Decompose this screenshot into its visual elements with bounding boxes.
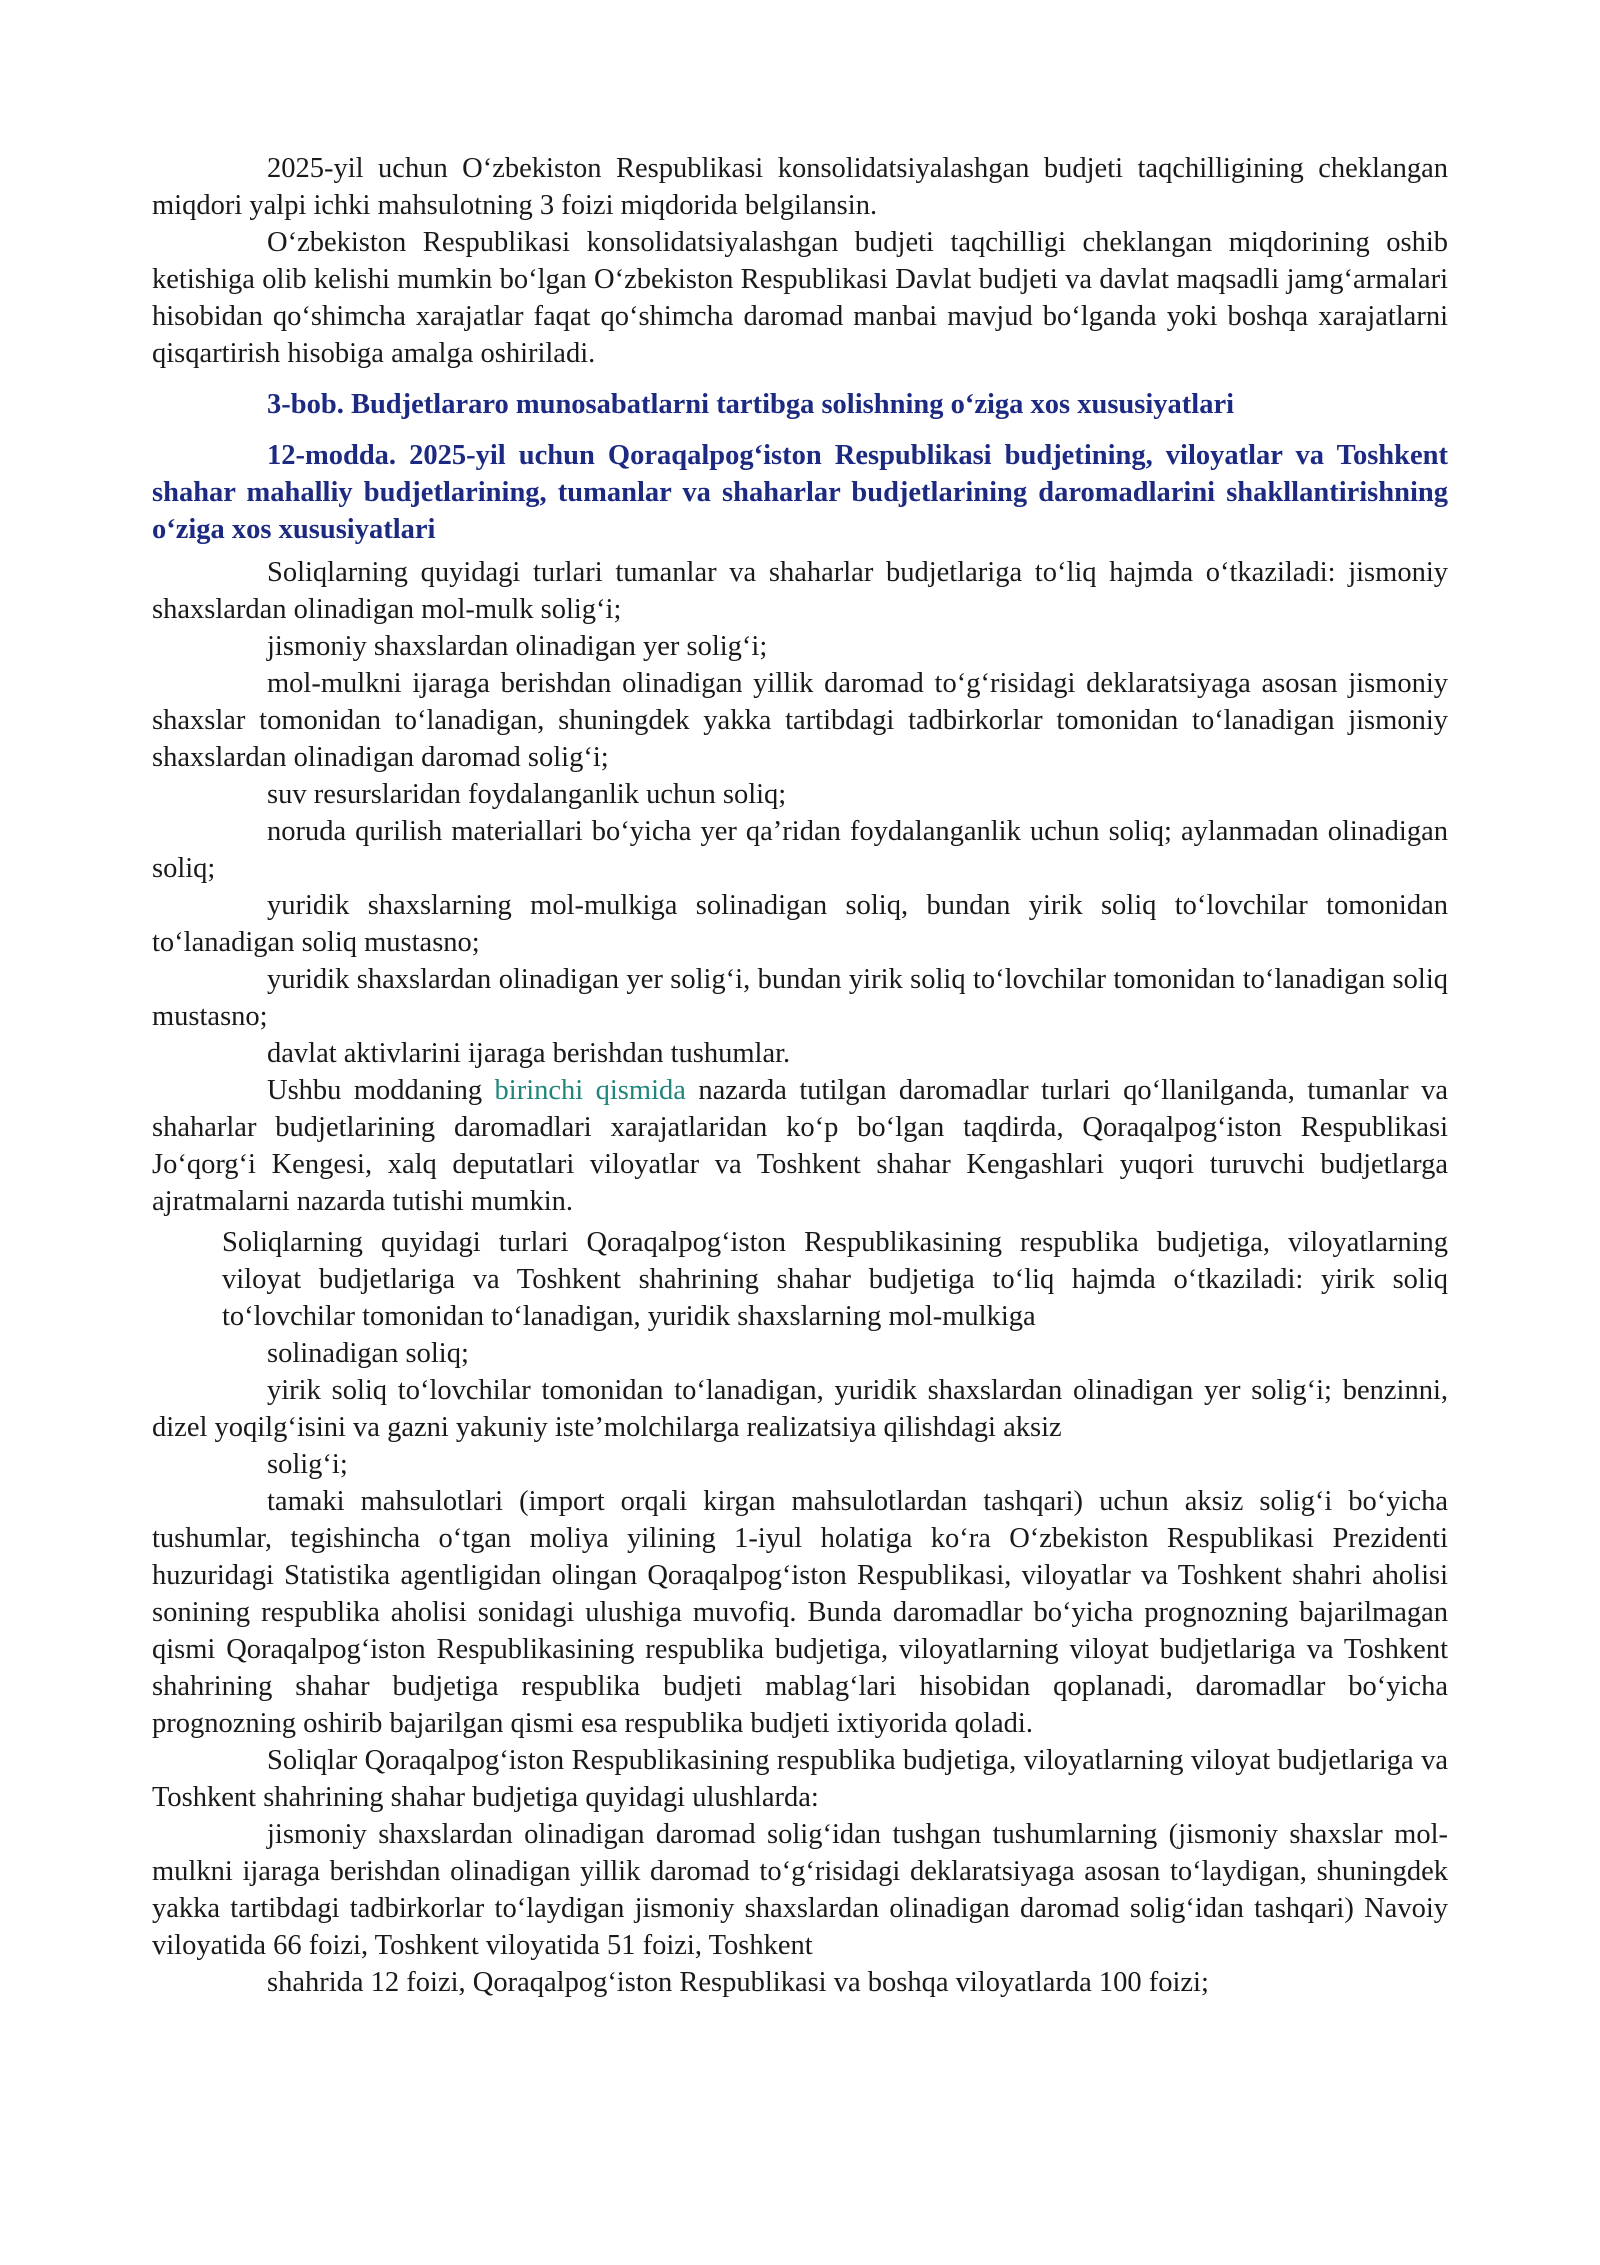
list-item: tamaki mahsulotlari (import orqali kirgan mahsulotlardan tashqari) uchun aksiz solig‘i bo‘yicha tushumlar, tegishincha o‘tgan moliya yilining 1-iyul holatiga ko‘ra O‘zbekiston Respublikasi Prezidenti huzuridagi Statistika agentligidan olingan Qoraqalpog‘iston Respublikasi, viloyatlar va Toshkent shahri aholisi sonining respublika aholisi sonidagi ulushiga muvofiq. Bunda daromadlar bo‘yicha prognozning bajarilmagan qismi Qoraqalpog‘iston Respublikasining respublika budjetiga, viloyatlarning viloyat budjetlariga va Toshkent shahrining shahar budjetiga respublika budjeti mablag‘lari hisobidan qoplanadi, daromadlar bo‘yicha prognozning oshirib bajarilgan qismi esa respublika budjeti ixtiyorida qoladi. <box>152 1486 1448 1739</box>
link-text-after: nazarda tutilgan daromadlar turlari qo‘llanilganda, tumanlar va shaharlar budjetlarining daromadlari xarajatlaridan ko‘p bo‘lgan taqdirda, Qoraqalpog‘iston Respublikasi Jo‘qorg‘i Kengesi, xalq deputatlari viloyatlar va Toshkent shahar Kengashlari yuqori turuvchi budjetlarga ajratmalarni nazarda tutishi mumkin. <box>152 1075 1448 1217</box>
paragraph-additional-expenses: O‘zbekiston Respublikasi konsolidatsiyalashgan budjeti taqchilligi cheklangan miqdorining oshib ketishiga olib kelishi mumkin bo‘lgan O‘zbekiston Respublikasi Davlat budjeti va davlat maqsadli jamg‘armalari hisobidan qo‘shimcha xarajatlar faqat qo‘shimcha daromad manbai mavjud bo‘lganda yoki boshqa xarajatlarni qisqartirish hisobiga amalga oshiriladi. <box>152 227 1448 369</box>
list-item: Soliqlarning quyidagi turlari tumanlar va shaharlar budjetlariga to‘liq hajmda o‘tkaziladi: jismoniy shaxslardan olinadigan mol-mulk solig‘i; <box>152 557 1448 625</box>
paragraph-deficit-limit: 2025-yil uchun O‘zbekiston Respublikasi konsolidatsiyalashgan budjeti taqchilligining cheklangan miqdori yalpi ichki mahsulotning 3 foizi miqdorida belgilansin. <box>152 153 1448 221</box>
list-item: jismoniy shaxslardan olinadigan daromad solig‘idan tushgan tushumlarning (jismoniy shaxslar mol-mulkni ijaraga berishdan olinadigan yillik daromad to‘g‘risidagi deklaratsiyaga asosan to‘laydigan, shuningdek yakka tartibdagi tadbirkorlar to‘laydigan jismoniy shaxslardan olinadigan daromad solig‘idan tashqari) Navoiy viloyatida 66 foizi, Toshkent viloyatida 51 foizi, Toshkent <box>152 1819 1448 1961</box>
list-item: solig‘i; <box>267 1449 348 1480</box>
first-part-link[interactable]: birinchi qismida <box>494 1075 686 1106</box>
list-item: solinadigan soliq; <box>267 1338 469 1369</box>
paragraph-with-link <box>152 1072 1448 1220</box>
list-item: Soliqlar Qoraqalpog‘iston Respublikasining respublika budjetiga, viloyatlarning viloyat budjetlariga va Toshkent shahrining shahar budjetiga quyidagi ulushlarda: <box>152 1745 1448 1813</box>
list-item: yuridik shaxslardan olinadigan yer solig‘i, bundan yirik soliq to‘lovchilar tomonidan to‘lanadigan soliq mustasno; <box>152 964 1448 1032</box>
list-item: shahrida 12 foizi, Qoraqalpog‘iston Respublikasi va boshqa viloyatlarda 100 foizi; <box>267 1967 1209 1998</box>
document-page <box>152 150 1448 2001</box>
list-item: mol-mulkni ijaraga berishdan olinadigan yillik daromad to‘g‘risidagi deklaratsiyaga asosan jismoniy shaxslar tomonidan to‘lanadigan, shuningdek yakka tartibdagi tadbirkorlar tomonidan to‘lanadigan jismoniy shaxslardan olinadigan daromad solig‘i; <box>152 668 1448 773</box>
chapter-heading: 3-bob. Budjetlararo munosabatlarni tartibga solishning o‘ziga xos xususiyatlari <box>267 389 1235 420</box>
list-item: davlat aktivlarini ijaraga berishdan tushumlar. <box>267 1038 791 1069</box>
link-text-before: Ushbu moddaning <box>267 1075 495 1106</box>
list-item: yirik soliq to‘lovchilar tomonidan to‘lanadigan, yuridik shaxslardan olinadigan yer solig‘i; benzinni, dizel yoqilg‘isini va gazni yakuniy iste’molchilarga realizatsiya qilishdagi aksiz <box>152 1375 1448 1443</box>
list-item: yuridik shaxslarning mol-mulkiga solinadigan soliq, bundan yirik soliq to‘lovchilar tomonidan to‘lanadigan soliq mustasno; <box>152 890 1448 958</box>
list-item: jismoniy shaxslardan olinadigan yer solig‘i; <box>267 631 768 662</box>
article-heading: 12-modda. 2025-yil uchun Qoraqalpog‘iston Respublikasi budjetining, viloyatlar va Toshkent shahar mahalliy budjetlarining, tumanlar va shaharlar budjetlarining daromadlarini shakllantirishning o‘ziga xos xususiyatlari <box>152 440 1448 545</box>
paragraph-full-transfer: Soliqlarning quyidagi turlari Qoraqalpog‘iston Respublikasining respublika budjetiga, viloyatlarning viloyat budjetlariga va Toshkent shahrining shahar budjetiga to‘liq hajmda o‘tkaziladi: yirik soliq to‘lovchilar tomonidan to‘lanadigan, yuridik shaxslarning mol-mulkiga <box>222 1227 1448 1332</box>
list-item: noruda qurilish materiallari bo‘yicha yer qa’ridan foydalanganlik uchun soliq; aylanmadan olinadigan soliq; <box>152 816 1448 884</box>
list-item: suv resurslaridan foydalanganlik uchun soliq; <box>267 779 787 810</box>
